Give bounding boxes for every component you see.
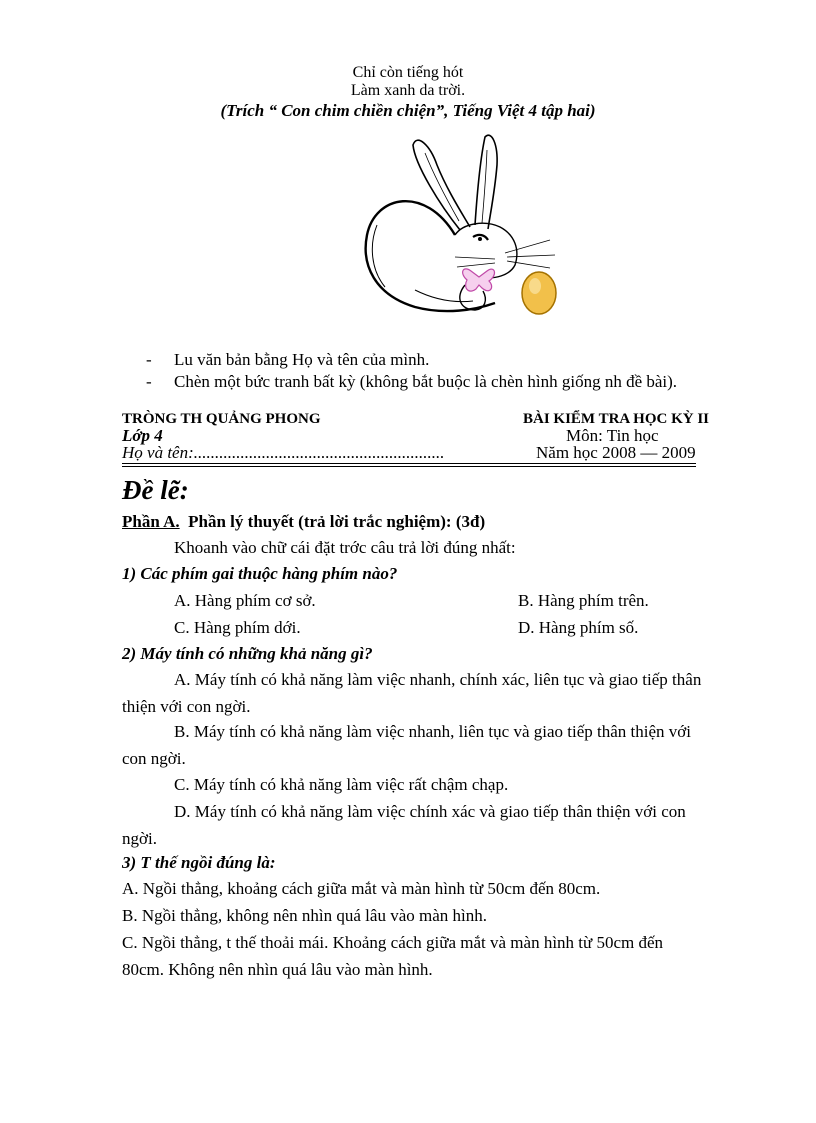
q1-option-c: C. Hàng phím dới. [174, 618, 301, 637]
q2-option-a: A. Máy tính có khả năng làm việc nhanh, chính xác, liên tục và giao tiếp thân [174, 670, 702, 689]
q2-option-d-cont: ngời. [122, 829, 157, 848]
school-year: Năm học 2008 — 2009 [536, 443, 696, 462]
question-2: 2) Máy tính có những khả năng gì? [122, 644, 373, 663]
class-label: Lớp 4 [122, 426, 163, 445]
part-title: Phần lý thuyết (trả lời trắc nghiệm): (3đ) [188, 512, 486, 531]
poem-citation: (Trích “ Con chim chiền chiện”, Tiếng Việt 4 tập hai) [220, 101, 596, 120]
rabbit-illustration [355, 125, 570, 340]
q2-option-b: B. Máy tính có khả năng làm việc nhanh, liên tục và giao tiếp thân thiện với [174, 722, 691, 741]
exam-heading: Đề lẽ: [122, 475, 189, 505]
divider-line [122, 466, 696, 467]
exam-title: BÀI KIỂM TRA HỌC KỲ II [523, 411, 710, 427]
bullet-dash: - [146, 372, 152, 391]
school-name: TRÒNG TH QUẢNG PHONG [122, 411, 321, 427]
q1-option-a: A. Hàng phím cơ sở. [174, 591, 316, 610]
q2-option-b-cont: con ngời. [122, 749, 186, 768]
question-1: 1) Các phím gai thuộc hàng phím nào? [122, 564, 398, 583]
part-label: Phần A. [122, 512, 180, 531]
instruction-line: Khoanh vào chữ cái đặt trớc câu trả lời đúng nhất: [174, 538, 516, 557]
q1-option-b: B. Hàng phím trên. [518, 591, 649, 610]
q2-option-c: C. Máy tính có khả năng làm việc rất chậm chạp. [174, 775, 509, 794]
poem-line-1: Chỉ còn tiếng hót [352, 64, 464, 81]
q2-option-a-cont: thiện với con ngời. [122, 697, 251, 716]
instruction-1: Lu văn bản bằng Họ và tên của mình. [174, 350, 430, 369]
q2-option-d: D. Máy tính có khả năng làm việc chính xác và giao tiếp thân thiện với con [174, 802, 686, 821]
divider-line [122, 463, 696, 464]
q3-option-b: B. Ngồi thẳng, không nên nhìn quá lâu vào màn hình. [122, 906, 487, 925]
question-3: 3) T thế ngồi đúng là: [122, 853, 276, 872]
instruction-2: Chèn một bức tranh bất kỳ (không bắt buộc là chèn hình giống nh đề bài). [174, 372, 678, 391]
q3-option-a: A. Ngồi thẳng, khoảng cách giữa mắt và màn hình từ 50cm đến 80cm. [122, 879, 601, 898]
bullet-dash: - [146, 350, 152, 369]
poem-line-2: Làm xanh da trời. [350, 82, 466, 99]
name-field: Họ và tên:........................................................... [122, 443, 445, 462]
q3-option-c-cont: 80cm. Không nên nhìn quá lâu vào màn hình. [122, 960, 433, 979]
q3-option-c: C. Ngồi thẳng, t thế thoải mái. Khoảng cách giữa mắt và màn hình từ 50cm đến [122, 933, 664, 952]
q1-option-d: D. Hàng phím số. [518, 618, 639, 637]
subject-label: Môn: Tin học [566, 426, 659, 445]
